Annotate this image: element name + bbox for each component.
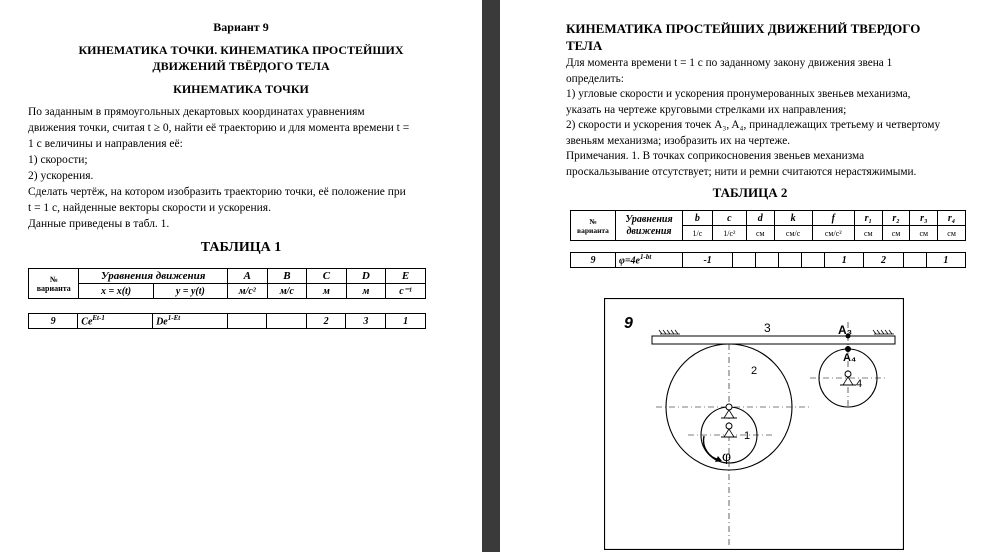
table2-cell-r4: 1 [926,253,965,268]
text-line: движения точки, считая t ≥ 0, найти её траекторию и для момента времени t = [28,122,410,134]
table1-cell-D: 3 [346,314,386,329]
table2-u-r4: см [938,226,966,241]
table2-u-r3: см [910,226,938,241]
table1-h-D: D [346,269,386,284]
table2-u-b: 1/с [683,226,713,241]
table2-h-r3: r₃ [910,211,938,226]
label-wheel-1: 1 [744,430,751,442]
table2-u-r1: см [854,226,882,241]
table1-title: ТАБЛИЦА 1 [200,240,282,255]
text-line: 1) угловые скорости и ускорения пронумерованных звеньев механизма, [566,88,911,100]
label-wheel-4: 4 [856,378,863,390]
table1-u-E: с⁻¹ [386,284,426,299]
table2-cell-r3 [903,253,926,268]
main-title-line2: ДВИЖЕНИЙ ТВЁРДОГО ТЕЛА [152,59,330,73]
table1-h-C: C [307,269,346,284]
table2-cell-eq [616,253,683,268]
table1-x-exp: Et-1 [92,314,105,323]
table2-cell-k [779,253,802,268]
table2-h-r2: r₂ [882,211,910,226]
table1-y-exp: 1-Et [167,314,181,323]
table2-h-b: b [683,211,713,226]
table2-h-k: k [774,211,812,226]
table1-u-A: м/с² [227,284,267,299]
table1-h-eq: Уравнения движения [79,269,228,284]
label-phi: φ [722,448,732,464]
table1-cell-E: 1 [386,314,426,329]
text-line: Сделать чертёж, на котором изобразить траекторию точки, её положение при [28,186,406,198]
text-line: звеньям механизма; изобразить их на чертеже. [566,134,791,147]
table2-eq-base: φ=4e [619,255,640,267]
table2-u-r2: см [882,226,910,241]
section-heading: КИНЕМАТИКА ТОЧКИ [173,82,309,96]
table1-cell-y [153,314,228,329]
left-page [0,0,482,552]
table1-u-D: м [346,284,386,299]
right-title-line1: КИНЕМАТИКА ПРОСТЕЙШИХ ДВИЖЕНИЙ ТВЕРДОГО [566,21,921,36]
table1-h-A: A [227,269,267,284]
table2-h-f: f [812,211,854,226]
diagram-variant-number: 9 [624,315,633,332]
table2-h-r4: r₄ [938,211,966,226]
table1-h-E: E [386,269,426,284]
table1-u-C: м [307,284,346,299]
table1-h-num: № варианта [29,269,79,299]
text-line: 1 с величины и направления её: [28,138,183,150]
label-link-3: 3 [764,321,771,335]
table1-row [28,313,426,329]
table1-x-base: Ce [81,316,93,328]
table1-y-base: De [156,316,168,328]
table1-h-y: y = y(t) [153,284,227,299]
table2-h-num: № варианта [571,211,616,241]
table2-cell-c [733,253,756,268]
table2-u-k: см/с [774,226,812,241]
table2-h-eq: Уравнения движения [616,211,683,241]
table1-cell-C: 2 [306,314,346,329]
text-line: Для момента времени t = 1 с по заданному закону движения звена 1 [566,57,893,69]
table2-title: ТАБЛИЦА 2 [712,185,788,200]
text-line: определить: [566,72,624,85]
text-line: 2) скорости и ускорения точек A₃, A₄, принадлежащих третьему и четвертому [566,119,941,131]
table2-cell-r2: 2 [864,253,903,268]
text-line: 1) скорости; [28,154,88,166]
text-line: t = 1 с, найденные векторы скорости и ускорения. [28,202,271,214]
table2-u-c: 1/с² [712,226,746,241]
text-line: проскальзывание отсутствует; нити и ремни считаются нерастяжимыми. [566,165,917,178]
table2-u-f: см/с² [812,226,854,241]
right-title-line2: ТЕЛА [566,38,603,53]
mechanism-diagram [604,298,904,550]
table2-h-c: c [712,211,746,226]
table1-h-x: x = x(t) [79,284,153,299]
table1-u-B: м/с [267,284,307,299]
variant-heading: Вариант 9 [213,20,269,34]
label-wheel-2: 2 [751,365,758,377]
right-task-text [566,56,940,180]
table2-cell-num: 9 [571,253,616,268]
table1-cell-A [227,314,267,329]
text-line: указать на чертеже круговыми стрелками их направления; [566,103,847,116]
table2-cell-r1: 1 [825,253,864,268]
link-3-bar [652,336,895,344]
task-text [28,104,409,232]
table2-h-r1: r₁ [854,211,882,226]
text-line: 2) ускорения. [28,170,94,182]
table2-header [570,210,966,241]
right-page [500,0,1000,552]
table1-cell-x [78,314,153,329]
table2-cell-b: -1 [683,253,733,268]
right-title [566,20,920,54]
table2-row [570,252,966,268]
table1-header [28,268,426,299]
table1-h-B: B [267,269,307,284]
label-A3: A₃ [838,323,853,337]
table2-cell-d [756,253,779,268]
text-line: Примечания. 1. В точках соприкосновения звеньев механизма [566,150,865,162]
table2-eq-exp: 1-bt [640,253,652,262]
main-title-line1: КИНЕМАТИКА ТОЧКИ. КИНЕМАТИКА ПРОСТЕЙШИХ [78,43,404,57]
table2-cell-f [802,253,825,268]
table2-u-d: см [746,226,774,241]
text-line: По заданным в прямоугольных декартовых координатах уравнениям [28,106,365,118]
table1-cell-num: 9 [29,314,78,329]
table1-cell-B [267,314,307,329]
table2-h-d: d [746,211,774,226]
label-A4: A₄ [843,352,857,364]
text-line: Данные приведены в табл. 1. [28,218,170,230]
